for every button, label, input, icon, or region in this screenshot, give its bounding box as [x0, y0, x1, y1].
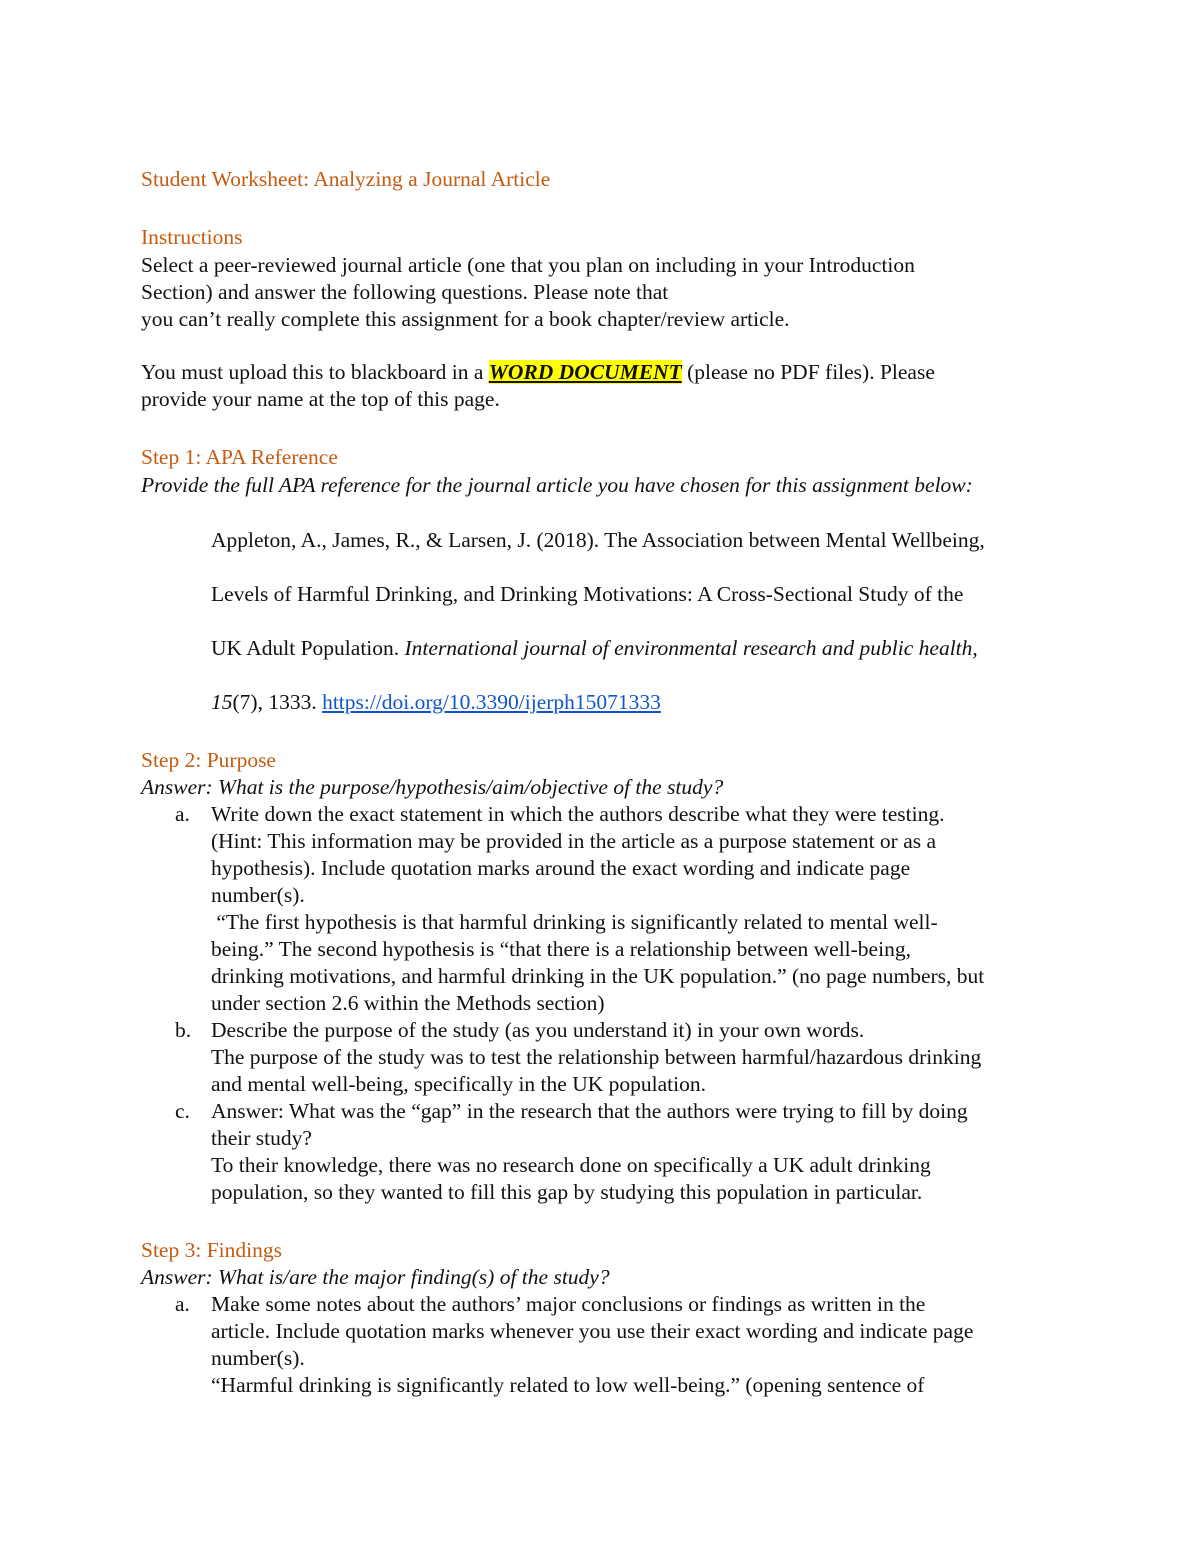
list-line: and mental well-being, specifically in the UK population.: [211, 1072, 706, 1096]
reference-issue-pages: (7), 1333.: [232, 690, 323, 714]
upload-text-post: (please no PDF files). Please: [681, 360, 935, 384]
list-marker: a.: [175, 802, 190, 826]
list-line: under section 2.6 within the Methods section): [211, 991, 605, 1015]
step3-heading: Step 3: Findings: [141, 1238, 282, 1262]
instructions-heading: Instructions: [141, 225, 243, 249]
step2-heading: Step 2: Purpose: [141, 748, 276, 772]
list-line: To their knowledge, there was no research done on specifically a UK adult drinking: [211, 1153, 931, 1177]
list-line: Write down the exact statement in which the authors describe what they were testing.: [211, 802, 945, 826]
list-line: their study?: [211, 1126, 312, 1150]
reference-volume: 15: [211, 690, 233, 714]
list-line: number(s).: [211, 1346, 305, 1370]
step2-prompt: Answer: What is the purpose/hypothesis/aim/objective of the study?: [141, 775, 724, 799]
list-marker: c.: [175, 1099, 190, 1123]
step1-prompt: Provide the full APA reference for the journal article you have chosen for this assignment below:: [141, 473, 973, 497]
reference-line-4: [211, 689, 1091, 716]
reference-line-2: Levels of Harmful Drinking, and Drinking Motivations: A Cross-Sectional Study of the: [211, 582, 964, 606]
upload-line: [141, 359, 1081, 386]
list-line: Answer: What was the “gap” in the research that the authors were trying to fill by doing: [211, 1099, 968, 1123]
reference-population: UK Adult Population.: [211, 636, 405, 660]
list-line: (Hint: This information may be provided in the article as a purpose statement or as a: [211, 829, 937, 853]
instructions-line: you can’t really complete this assignment for a book chapter/review article.: [141, 307, 790, 331]
word-document-highlight: WORD DOCUMENT: [488, 360, 682, 384]
list-line: hypothesis). Include quotation marks around the exact wording and indicate page: [211, 856, 911, 880]
list-line: number(s).: [211, 883, 305, 907]
reference-line-1: Appleton, A., James, R., & Larsen, J. (2018). The Association between Mental Wellbeing,: [211, 528, 985, 552]
list-item-text: [211, 801, 1071, 1017]
list-line: drinking motivations, and harmful drinking in the UK population.” (no page numbers, but: [211, 964, 985, 988]
list-line: Describe the purpose of the study (as you understand it) in your own words.: [211, 1018, 865, 1042]
upload-line-2: provide your name at the top of this page.: [141, 387, 500, 411]
reference-line-3: [211, 635, 1091, 662]
instructions-text: [141, 252, 1081, 333]
list-marker: a.: [175, 1292, 190, 1316]
list-line: article. Include quotation marks whenever you use their exact wording and indicate page: [211, 1319, 974, 1343]
list-line: population, so they wanted to fill this gap by studying this population in particular.: [211, 1180, 923, 1204]
list-item-text: [211, 1098, 1071, 1206]
document-title: Student Worksheet: Analyzing a Journal Article: [141, 167, 551, 191]
instructions-line: Section) and answer the following questions. Please note that: [141, 280, 669, 304]
list-marker: b.: [175, 1018, 192, 1042]
instructions-line: Select a peer-reviewed journal article (one that you plan on including in your Introduction: [141, 253, 915, 277]
list-item-text: [211, 1017, 1071, 1098]
upload-text-pre: You must upload this to blackboard in a: [141, 360, 489, 384]
reference-journal: International journal of environmental research and public health,: [404, 636, 978, 660]
upload-note: [141, 359, 1081, 413]
list-line: “Harmful drinking is significantly related to low well-being.” (opening sentence of: [211, 1373, 925, 1397]
step1-heading: Step 1: APA Reference: [141, 445, 338, 469]
list-line: The purpose of the study was to test the relationship between harmful/hazardous drinking: [211, 1045, 982, 1069]
list-line: being.” The second hypothesis is “that there is a relationship between well-being,: [211, 937, 911, 961]
list-line: Make some notes about the authors’ major conclusions or findings as written in the: [211, 1292, 926, 1316]
doi-link[interactable]: https://doi.org/10.3390/ijerph15071333: [322, 690, 661, 714]
step3-prompt: Answer: What is/are the major finding(s) of the study?: [141, 1265, 610, 1289]
list-item-text: [211, 1291, 1071, 1399]
list-line: “The first hypothesis is that harmful drinking is significantly related to mental well-: [211, 910, 938, 934]
